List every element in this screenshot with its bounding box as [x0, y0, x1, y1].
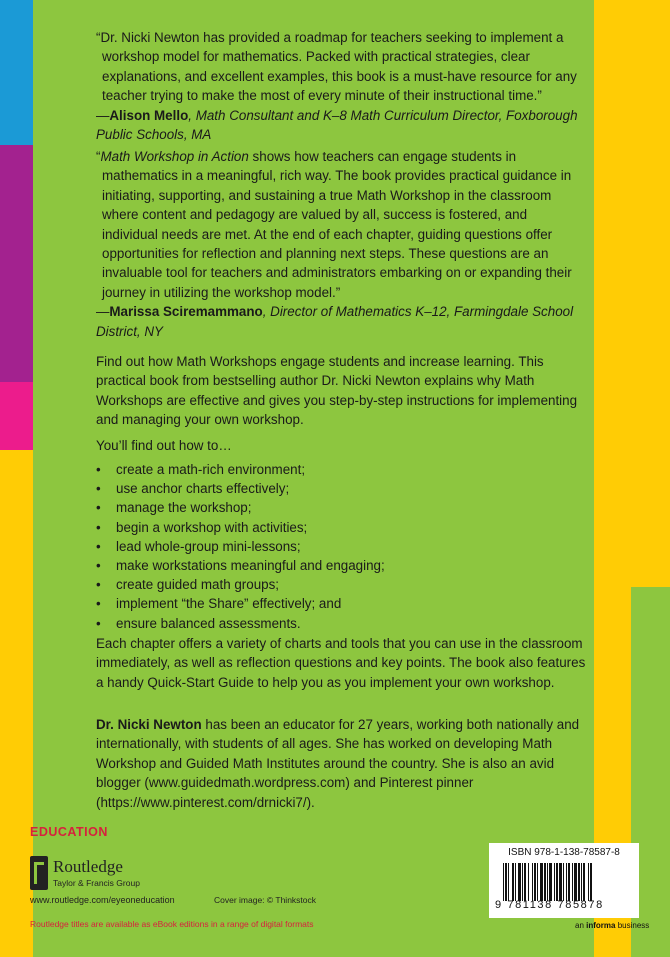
color-stripe-blue — [0, 0, 33, 145]
publisher-group: Taylor & Francis Group — [53, 878, 140, 888]
quote-1-author: Alison Mello — [109, 107, 189, 123]
intro-paragraph: Find out how Math Workshops engage students and increase learning. This practical book from bestselling author Dr. Nicki Newton explains why Math Workshops are effective and gives you step-by-step instructions for implementing and managing your own workshop. — [96, 354, 578, 428]
barcode-panel — [489, 843, 639, 918]
quote-2-text: “Math Workshop in Action shows how teachers can engage students in mathematics in a meaningful, rich way. The book provides practical guidance in initiating, supporting, and sustaining a true Math Workshop in the classroom where content and pedagogy are valued by all, success is fostered, and individual needs are met. At the end of each chapter, guiding questions offer opportunities for reflection and planning next steps. These questions are an invaluable tool for teachers and administrators embarking on or expanding their journey in utilizing the workshop model.” — [96, 149, 572, 300]
list-item: • create a math-rich environment; — [96, 462, 306, 477]
quote-2-author: Marissa Sciremammano — [109, 304, 263, 320]
barcode-icon — [503, 863, 629, 901]
list-item: • use anchor charts effectively; — [96, 481, 290, 497]
list-item: • create guided math groups; — [96, 577, 280, 593]
quote-1-author-title: , Math Consultant and K–8 Math Curriculum Director, Foxborough Public Schools, MA — [96, 107, 578, 143]
book-title: Math Workshop in Action — [100, 149, 249, 164]
chapters-paragraph: Each chapter offers a variety of charts and tools that you can use in the classroom immediately, as well as reflection questions and key points. The book also features a handy Quick-Start Guide to help you as you implement your own workshop. — [96, 636, 586, 690]
author-name: Dr. Nicki Newton — [96, 717, 202, 732]
quote-2-attribution: —Marissa Sciremammano, Director of Mathematics K–12, Farmingdale School District, NY — [96, 304, 574, 339]
isbn-label: ISBN 978-1-138-78587-8 — [508, 847, 620, 858]
list-item: • manage the workshop; — [96, 500, 252, 516]
quote-1-text: “Dr. Nicki Newton has provided a roadmap for teachers seeking to implement a workshop model for mathematics. Packed with practical strategies, clear explanations, and excellent examples, this book is a must-have resource for any teacher trying to make the most of every minute of their instructional time.” — [96, 30, 577, 104]
learning-list — [96, 460, 576, 633]
endorsement-quote-1 — [96, 28, 586, 144]
list-item: • ensure balanced assessments. — [96, 615, 301, 631]
color-stripe-purple — [0, 145, 33, 382]
list-item: • begin a workshop with activities; — [96, 519, 308, 535]
color-stripe-pink — [0, 382, 33, 450]
cover-credit: Cover image: © Thinkstock — [214, 895, 317, 905]
endorsement-quote-2 — [96, 147, 586, 341]
informa-tagline: an informa business — [575, 921, 650, 930]
quote-1-attribution: —Alison Mello, Math Consultant and K–8 Math Curriculum Director, Foxborough Public Schools, MA — [96, 107, 578, 143]
list-item: • make workstations meaningful and engaging; — [96, 558, 385, 574]
category-label: EDUCATION — [30, 825, 108, 839]
quote-2-author-title: , Director of Mathematics K–12, Farmingdale School District, NY — [96, 304, 574, 339]
routledge-mark-icon — [30, 856, 48, 890]
publisher-logo — [30, 856, 170, 894]
barcode-number: 9 781138 785878 — [495, 899, 604, 911]
color-stripe-yellow — [0, 450, 33, 957]
list-item: • lead whole-group mini-lessons; — [96, 538, 301, 554]
ebook-note: Routledge titles are available as eBook editions in a range of digital formats — [30, 919, 314, 929]
author-bio: Dr. Nicki Newton has been an educator for 27 years, working both nationally and internationally, with students of all ages. She has worked on developing Math Workshop and Guided Math Institutes around the country. She is also an avid blogger (www.guidedmath.wordpress.com) and Pinterest pinner (https://www.pinterest.com/drnicki7/). — [96, 717, 580, 810]
publisher-url[interactable]: www.routledge.com/eyeoneducation — [30, 895, 175, 905]
publisher-name: Routledge — [53, 857, 123, 876]
list-item: • implement “the Share” effectively; and — [96, 596, 342, 612]
howto-lead: You’ll find out how to… — [96, 438, 232, 453]
